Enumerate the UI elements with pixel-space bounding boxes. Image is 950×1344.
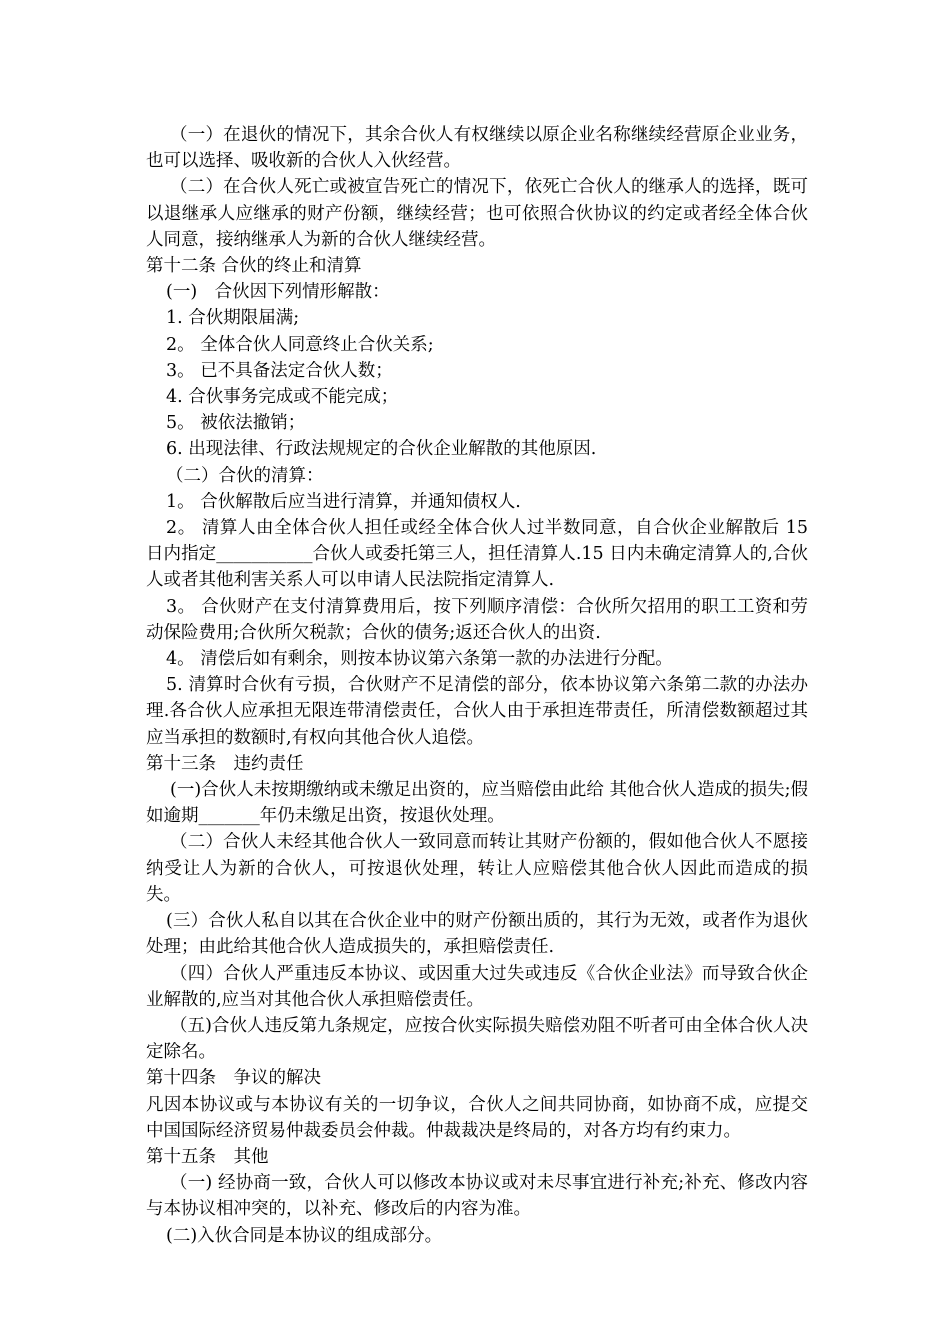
dissolution-item-4: 4. 合伙事务完成或不能完成； (166, 387, 399, 408)
article-14-heading: 第十四条 争议的解决 (146, 1068, 321, 1089)
breach-clause-1: (一)合伙人未按期缴纳或未缴足出资的，应当赔偿由此给 其他合伙人造成的损失;假如逾期_______年仍未缴足出资，按退伙处理。 (146, 780, 808, 827)
dissolution-item-6: 6. 出现法律、行政法规规定的合伙企业解散的其他原因. (166, 439, 597, 460)
article-15-heading: 第十五条 其他 (146, 1146, 269, 1167)
paragraph-withdrawal-clause-1: （一）在退伙的情况下，其余合伙人有权继续以原企业名称继续经营原企业业务，也可以选择、吸收新的合伙人入伙经营。 (146, 125, 808, 172)
breach-clause-2: （二）合伙人未经其他合伙人一致同意而转让其财产份额的，假如他合伙人不愿接纳受让人为新的合伙人，可按退伙处理，转让人应赔偿其他合伙人因此而造成的损失。 (146, 832, 808, 905)
liquidation-item-1: 1。 合伙解散后应当进行清算，并通知债权人. (166, 491, 521, 512)
dissolution-intro: (一) 合伙因下列情形解散： (166, 282, 390, 303)
dispute-resolution-text: 凡因本协议或与本协议有关的一切争议，合伙人之间共同协商，如协商不成，应提交中国国际经济贸易仲裁委员会仲裁。仲裁裁决是终局的，对各方均有约束力。 (146, 1094, 808, 1141)
liquidation-item-4: 4。 清偿后如有剩余，则按本协议第六条第一款的办法进行分配。 (166, 649, 673, 670)
dissolution-item-5: 5。 被依法撤销； (166, 413, 306, 434)
liquidation-item-2: 2。 清算人由全体合伙人担任或经全体合伙人过半数同意，自合伙企业解散后 15 日内指定___________合伙人或委托第三人，担任清算人.15 日内未确定清算人的,合伙人或者其他利害关系人可以申请人民法院指定清算人. (146, 518, 808, 591)
other-clause-2: (二)入伙合同是本协议的组成部分。 (166, 1225, 443, 1246)
article-12-heading: 第十二条 合伙的终止和清算 (146, 256, 362, 277)
liquidation-item-3: 3。 合伙财产在支付清算费用后，按下列顺序清偿：合伙所欠招用的职工工资和劳动保险费用;合伙所欠税款；合伙的债务;返还合伙人的出资. (146, 596, 808, 643)
breach-clause-5: （五)合伙人违反第九条规定，应按合伙实际损失赔偿劝阻不听者可由全体合伙人决定除名。 (146, 1015, 808, 1063)
liquidation-intro: （二）合伙的清算： (166, 465, 324, 486)
breach-clause-3: (三）合伙人私自以其在合伙企业中的财产份额出质的，其行为无效，或者作为退伙处理；由此给其他合伙人造成损失的，承担赔偿责任. (146, 911, 808, 958)
paragraph-withdrawal-clause-2: （二）在合伙人死亡或被宣告死亡的情况下，依死亡合伙人的继承人的选择，既可以退继承人应继承的财产份额，继续经营；也可依照合伙协议的约定或者经全体合伙人同意，接纳继承人为新的合伙人继续经营。 (146, 177, 808, 250)
dissolution-item-3: 3。 已不具备法定合伙人数； (166, 360, 393, 381)
dissolution-item-2: 2。 全体合伙人同意终止合伙关系; (166, 334, 434, 355)
article-13-heading: 第十三条 违约责任 (146, 753, 304, 774)
other-clause-1: （一) 经协商一致，合伙人可以修改本协议或对未尽事宜进行补充;补充、修改内容与本协议相冲突的，以补充、修改后的内容为准。 (146, 1173, 808, 1220)
dissolution-item-1: 1. 合伙期限届满; (166, 308, 300, 329)
breach-clause-4: （四）合伙人严重违反本协议、或因重大过失或违反《合伙企业法》而导致合伙企业解散的,应当对其他合伙人承担赔偿责任。 (146, 963, 808, 1010)
document-page (146, 122, 808, 1249)
liquidation-item-5: 5. 清算时合伙有亏损，合伙财产不足清偿的部分，依本协议第六条第二款的办法办理.各合伙人应承担无限连带清偿责任，合伙人由于承担连带责任，所清偿数额超过其应当承担的数额时,有权向其他合伙人追偿。 (146, 675, 808, 748)
